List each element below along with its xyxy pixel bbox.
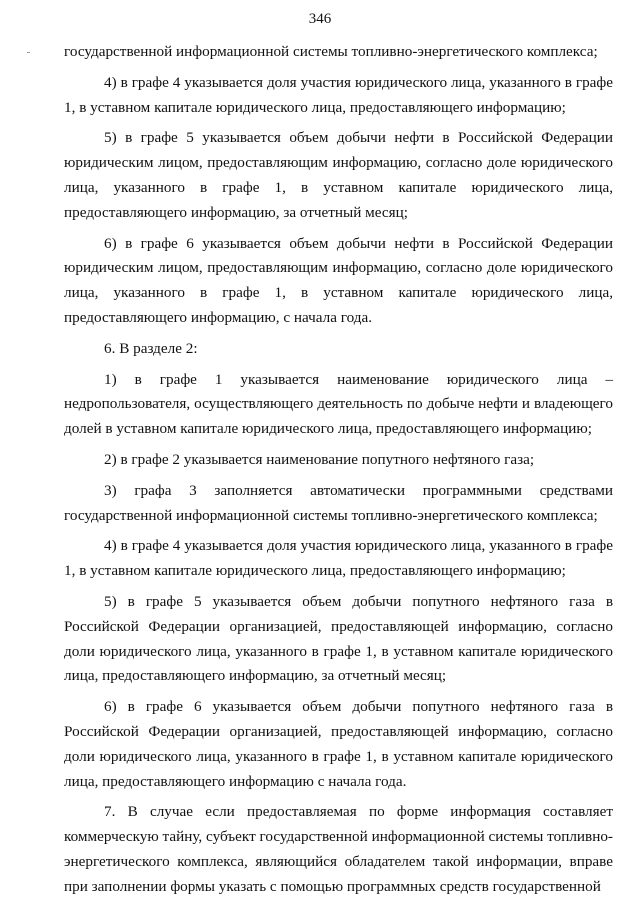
paragraph-continuation: государственной информационной системы топливно-энергетического комплекса; (64, 43, 598, 60)
section-2-item-4: 4) в графе 4 указывается доля участия юридического лица, указанного в графе 1, в уставном капитале юридического лица, предоставляющего информацию; (64, 537, 613, 580)
paragraph-item-5: 5) в графе 5 указывается объем добычи нефти в Российской Федерации юридическим лицом, предоставляющим информацию, согласно доле юридического лица, указанного в графе 1, в уставном капитале юридического лица, предоставляющего информацию, за отчетный месяц; (64, 129, 613, 221)
document-body (64, 40, 613, 900)
section-2-item-5: 5) в графе 5 указывается объем добычи попутного нефтяного газа в Российской Федерации организацией, предоставляющей информацию, согласно доли юридического лица, указанного в графе 1, в уставном капитале юридического лица, предоставляющего информацию, за отчетный месяц; (64, 592, 613, 685)
section-2-item-1: 1) в графе 1 указывается наименование юридического лица – недропользователя, осуществляющего деятельность по добыче нефти и владеющего долей в уставном капитале юридического лица, предоставляющего информацию; (64, 370, 613, 438)
section-2-item-3: 3) графа 3 заполняется автоматически программными средствами государственной информационной системы топливно-энергетического комплекса; (64, 481, 613, 524)
paragraph-item-6: 6) в графе 6 указывается объем добычи нефти в Российской Федерации юридическим лицом, предоставляющим информацию, согласно доле юридического лица, указанного в графе 1, в уставном капитале юридического лица, предоставляющего информацию, с начала года. (64, 234, 613, 326)
section-2-heading: 6. В разделе 2: (104, 339, 198, 357)
scan-margin-mark (27, 52, 30, 53)
section-2-item-6: 6) в графе 6 указывается объем добычи попутного нефтяного газа в Российской Федерации организацией, предоставляющей информацию, согласно доли юридического лица, указанного в графе 1, в уставном капитале юридического лица, предоставляющего информацию с начала года. (64, 698, 613, 790)
page-number: 346 (308, 11, 332, 27)
paragraph-point-7: 7. В случае если предоставляемая по форме информация составляет коммерческую тайну, субъект государственной информационной системы топливно-энергетического комплекса, являющийся обладателем такой информации, вправе при заполнении формы указать с помощью программных средств государственной (64, 803, 613, 895)
section-2-item-2: 2) в графе 2 указывается наименование попутного нефтяного газа; (104, 450, 535, 468)
paragraph-item-4: 4) в графе 4 указывается доля участия юридического лица, указанного в графе 1, в уставном капитале юридического лица, предоставляющего информацию; (64, 73, 613, 116)
